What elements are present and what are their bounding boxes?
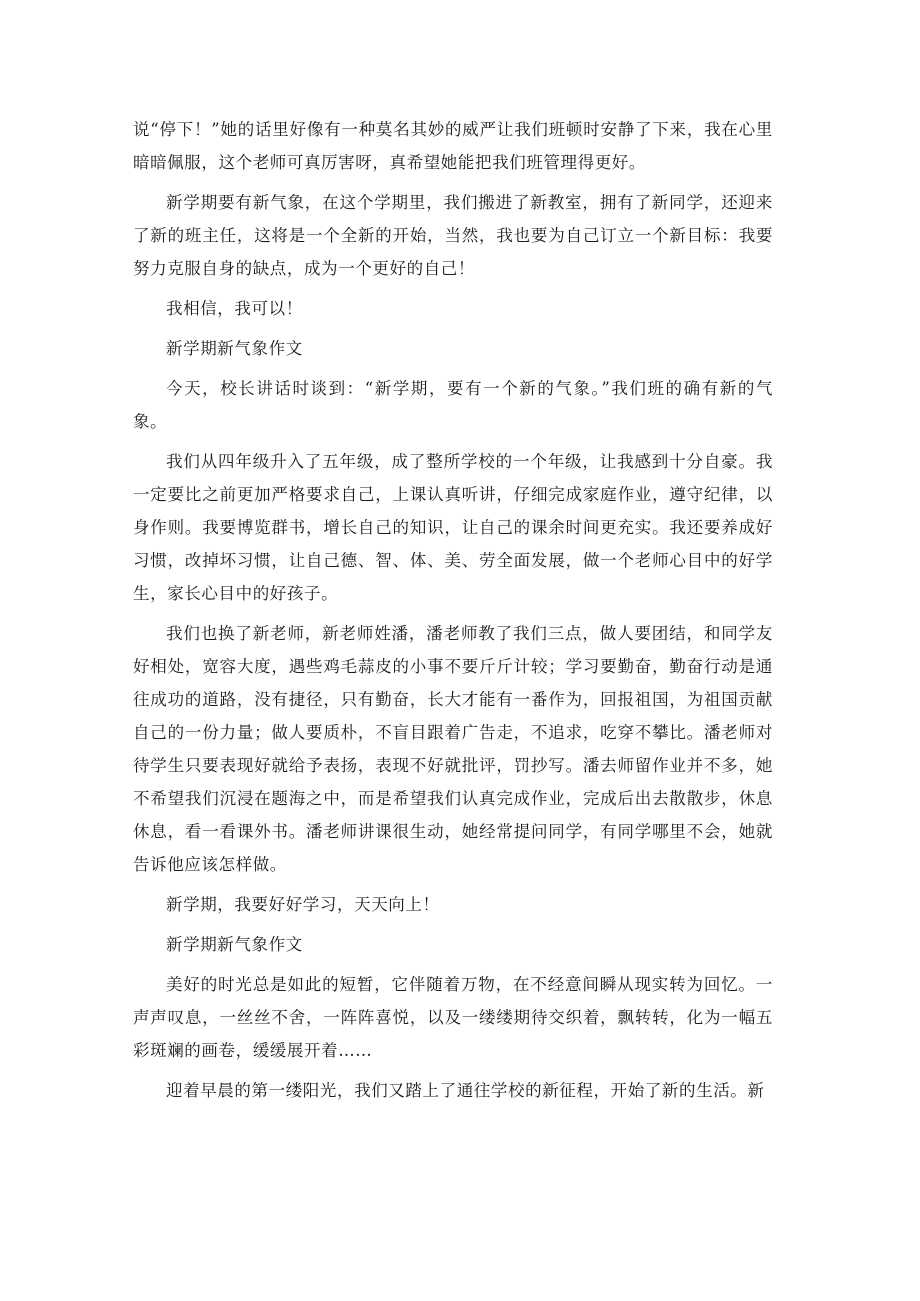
paragraph: 今天，校长讲话时谈到：“新学期，要有一个新的气象。”我们班的确有新的气象。 [133, 379, 773, 431]
paragraph: 新学期要有新气象，在这个学期里，我们搬进了新教室，拥有了新同学，还迎来了新的班主任，这将是一个全新的开始，当然，我也要为自己订立一个新目标：我要努力克服自身的缺点，成为一个更好的自己！ [133, 193, 773, 278]
section-heading: 新学期新气象作文 [166, 339, 303, 358]
paragraph: 新学期，我要好好学习，天天向上！ [166, 895, 440, 914]
paragraph: 迎着早晨的第一缕阳光，我们又踏上了通往学校的新征程，开始了新的生活。新 [166, 1081, 765, 1100]
paragraph: 我们也换了新老师，新老师姓潘，潘老师教了我们三点，做人要团结，和同学友好相处，宽容大度，遇些鸡毛蒜皮的小事不要斤斤计较；学习要勤奋，勤奋行动是通往成功的道路，没有捷径，只有勤奋，长大才能有一番作为，回报祖国，为祖国贡献自己的一份力量；做人要质朴，不盲目跟着广告走，不追求，吃穿不攀比。潘老师对待学生只要表现好就给予表扬，表现不好就批评，罚抄写。潘去师留作业并不多，她不希望我们沉浸在题海之中，而是希望我们认真完成作业，完成后出去散散步，休息休息，看一看课外书。潘老师讲课很生动，她经常提问同学，有同学哪里不会，她就告诉他应该怎样做。 [133, 624, 773, 874]
paragraph: 我们从四年级升入了五年级，成了整所学校的一个年级，让我感到十分自豪。我一定要比之前更加严格要求自己，上课认真听讲，仔细完成家庭作业，遵守纪律，以身作则。我要博览群书，增长自己的知识，让自己的课余时间更充实。我还要养成好习惯，改掉坏习惯，让自己德、智、体、美、劳全面发展，做一个老师心目中的好学生，家长心目中的好孩子。 [133, 452, 773, 603]
paragraph: 我相信，我可以！ [166, 299, 303, 318]
section-heading: 新学期新气象作文 [166, 935, 303, 954]
paragraph: 美好的时光总是如此的短暂，它伴随着万物，在不经意间瞬从现实转为回忆。一声声叹息，一丝丝不舍，一阵阵喜悦，以及一缕缕期待交织着，飘转转，化为一幅五彩斑斓的画卷，缓缓展开着…… [133, 975, 773, 1060]
paragraph-continuation: 说“停下！”她的话里好像有一种莫名其妙的威严让我们班顿时安静了下来，我在心里暗暗佩服，这个老师可真厉害呀，真希望她能把我们班管理得更好。 [133, 120, 773, 172]
document-body [133, 113, 773, 1114]
